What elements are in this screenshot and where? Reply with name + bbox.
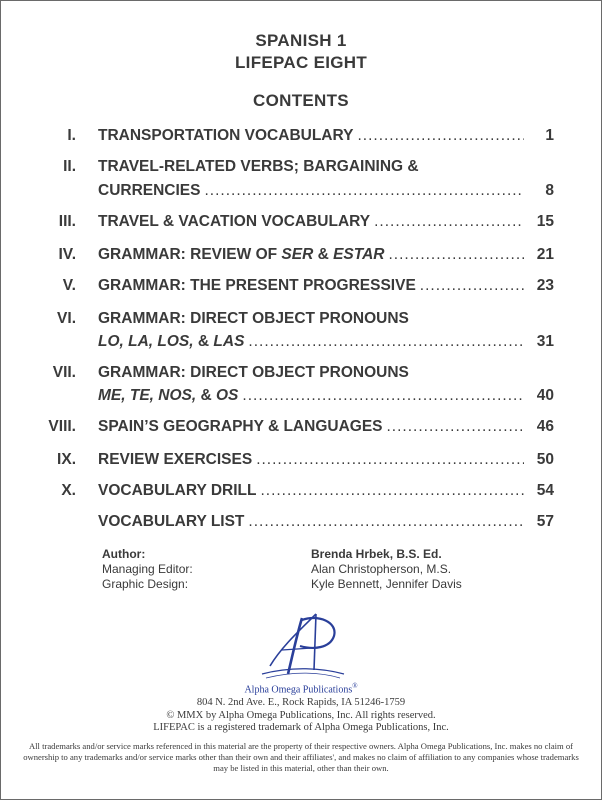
toc-title: REVIEW EXERCISES bbox=[98, 451, 253, 468]
toc-title: SPAIN’S GEOGRAPHY & LANGUAGES bbox=[98, 418, 383, 435]
toc-entry[interactable] bbox=[0, 418, 602, 442]
design-names: Kyle Bennett, Jennifer Davis bbox=[311, 577, 462, 591]
toc-number: VI. bbox=[57, 310, 76, 327]
author-label: Author: bbox=[102, 547, 146, 561]
toc-entry-line[interactable] bbox=[0, 364, 602, 388]
toc-entry[interactable] bbox=[0, 482, 602, 506]
toc-page: 21 bbox=[536, 246, 554, 263]
toc-title: TRAVEL & VACATION VOCABULARY bbox=[98, 213, 371, 230]
credit-labels bbox=[102, 547, 193, 592]
toc-number: IV. bbox=[58, 246, 76, 263]
toc-number: V. bbox=[62, 277, 76, 294]
toc-page: 31 bbox=[536, 333, 554, 350]
dot-leader bbox=[420, 277, 524, 295]
toc-title: TRANSPORTATION VOCABULARY bbox=[98, 127, 354, 144]
toc-page: 1 bbox=[545, 127, 554, 144]
toc-number: X. bbox=[61, 482, 76, 499]
toc-entry[interactable] bbox=[0, 513, 602, 537]
toc-entry[interactable] bbox=[0, 213, 602, 237]
toc-title: GRAMMAR: REVIEW OF SER & ESTAR bbox=[98, 246, 385, 263]
contents-heading: CONTENTS bbox=[253, 91, 349, 110]
trademark-line: LIFEPAC is a registered trademark of Alpha Omega Publications, Inc. bbox=[153, 722, 449, 733]
course-title: SPANISH 1 bbox=[255, 31, 347, 50]
toc-number: I. bbox=[67, 127, 76, 144]
toc-number: III. bbox=[58, 213, 76, 230]
dot-leader bbox=[260, 482, 524, 500]
toc-title: VOCABULARY LIST bbox=[98, 513, 245, 530]
toc-entry-line[interactable] bbox=[0, 158, 602, 182]
toc-title: GRAMMAR: DIRECT OBJECT PRONOUNS bbox=[98, 310, 409, 327]
editor-name: Alan Christopherson, M.S. bbox=[311, 562, 452, 576]
author-name: Brenda Hrbek, B.S. Ed. bbox=[311, 547, 442, 561]
toc-title: TRAVEL-RELATED VERBS; BARGAINING & bbox=[98, 158, 419, 175]
editor-label: Managing Editor: bbox=[102, 562, 193, 576]
toc-page: 23 bbox=[536, 277, 554, 294]
toc-page: 46 bbox=[536, 418, 554, 435]
publisher-name: Alpha Omega Publications® bbox=[244, 682, 358, 696]
toc-entry[interactable] bbox=[0, 387, 602, 411]
toc-number: II. bbox=[63, 158, 76, 175]
toc-page: 40 bbox=[536, 387, 554, 404]
credit-values bbox=[311, 547, 462, 592]
toc-entry[interactable] bbox=[0, 333, 602, 357]
toc-entry[interactable] bbox=[0, 277, 602, 301]
toc-page: 54 bbox=[536, 482, 554, 499]
toc-number: IX. bbox=[57, 451, 76, 468]
publisher-address: 804 N. 2nd Ave. E., Rock Rapids, IA 51246-1759 bbox=[196, 697, 406, 708]
copyright-line: © MMX by Alpha Omega Publications, Inc. All rights reserved. bbox=[166, 709, 436, 721]
toc-page: 8 bbox=[545, 182, 554, 199]
toc-title-cont: CURRENCIES bbox=[98, 182, 201, 199]
dot-leader bbox=[248, 333, 524, 351]
toc-title: VOCABULARY DRILL bbox=[98, 482, 257, 499]
toc-entry[interactable] bbox=[0, 246, 602, 270]
toc-number: VIII. bbox=[48, 418, 76, 435]
toc-page: 57 bbox=[536, 513, 554, 530]
toc-entry[interactable] bbox=[0, 182, 602, 206]
dot-leader bbox=[388, 246, 524, 264]
dot-leader bbox=[242, 387, 524, 405]
toc-entry[interactable] bbox=[0, 127, 602, 151]
unit-title: LIFEPAC EIGHT bbox=[234, 53, 368, 72]
toc-entry[interactable] bbox=[0, 451, 602, 475]
design-label: Graphic Design: bbox=[102, 577, 189, 591]
dot-leader bbox=[374, 213, 524, 231]
dot-leader bbox=[248, 513, 524, 531]
toc-title-cont: LO, LA, LOS, & LAS bbox=[98, 333, 245, 350]
toc-title-cont: ME, TE, NOS, & OS bbox=[98, 387, 239, 404]
dot-leader bbox=[204, 182, 524, 200]
toc-page: 15 bbox=[536, 213, 554, 230]
dot-leader bbox=[357, 127, 524, 145]
toc-title: GRAMMAR: DIRECT OBJECT PRONOUNS bbox=[98, 364, 409, 381]
toc-page: 50 bbox=[536, 451, 554, 468]
dot-leader bbox=[256, 451, 524, 469]
dot-leader bbox=[387, 418, 525, 436]
toc-entry-line[interactable] bbox=[0, 310, 602, 334]
toc-number: VII. bbox=[52, 364, 76, 381]
toc-title: GRAMMAR: THE PRESENT PROGRESSIVE bbox=[98, 277, 416, 294]
imprint bbox=[0, 697, 602, 735]
legal-notice: All trademarks and/or service marks referenced in this material are the property of their respective owners. Alpha Omega Publications, Inc. makes no claim of ownership to any trademarks and/or service marks other than their own and their affiliates', and makes no claim of affiliation to any companies whose trademarks may be listed in this material, other than their own. bbox=[23, 741, 579, 773]
